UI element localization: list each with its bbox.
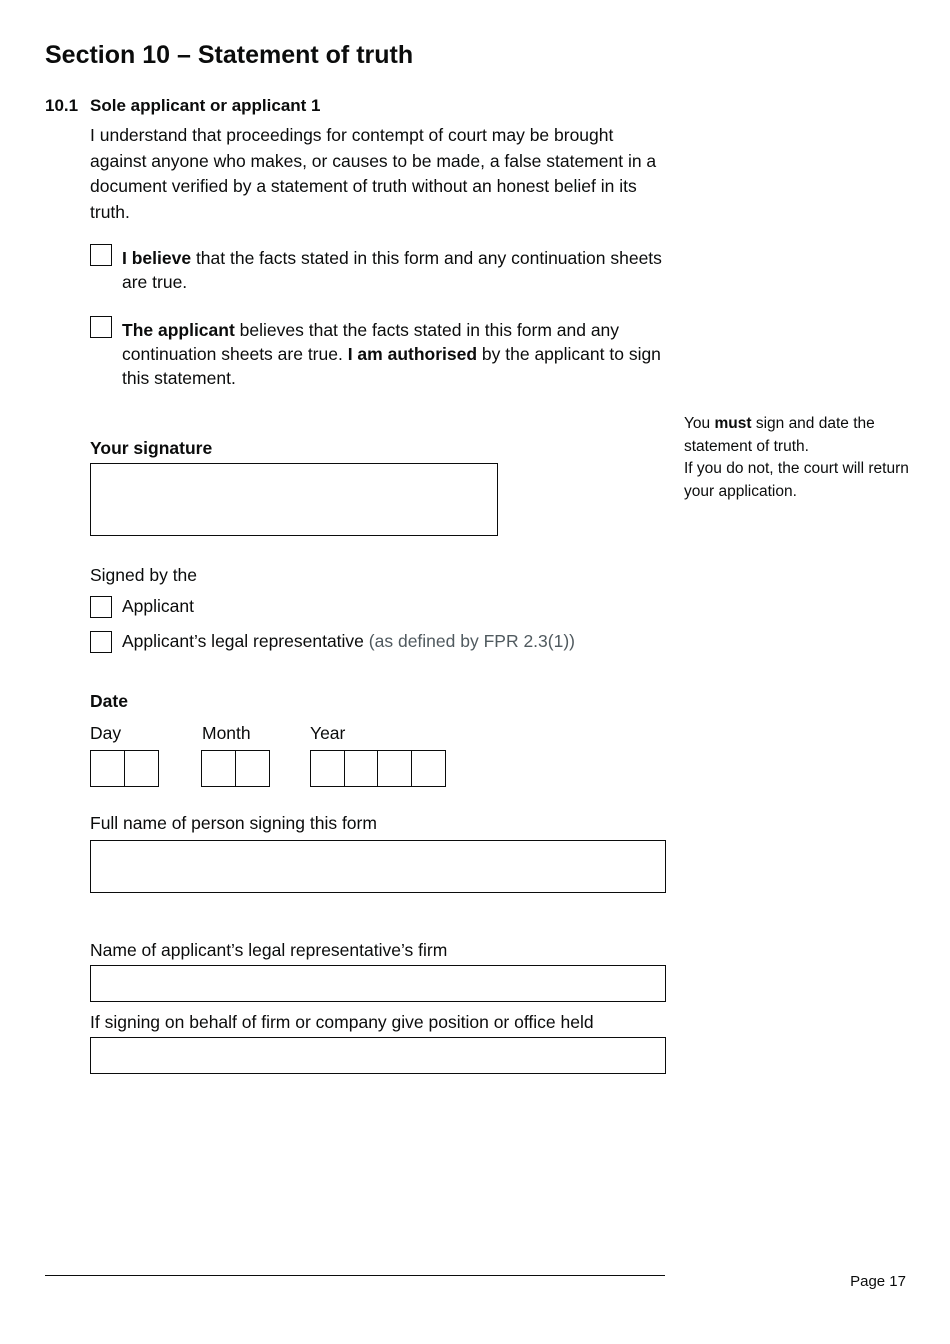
firm-name-field[interactable] [90,965,666,1002]
month-digit-1[interactable] [202,751,236,786]
question-title: Sole applicant or applicant 1 [90,96,321,115]
note-prefix: You [684,415,715,432]
date-label: Date [90,691,128,711]
i-believe-option-text [122,246,667,294]
page-number: Page 17 [850,1273,906,1290]
authorised-bold: I am authorised [347,344,478,364]
representative-note: (as defined by FPR 2.3(1)) [368,631,575,651]
signing-side-note [684,413,924,503]
month-label: Month [202,723,251,743]
position-field[interactable] [90,1037,666,1074]
contempt-warning-text: I understand that proceedings for contempt of court may be brought against anyone who makes, or causes to be made, a false statement in a document verified by a statement of truth without an honest belief in its truth. [90,125,657,222]
applicant-believes-option-text [122,318,667,390]
note-text-2: If you do not, the court will return your application. [684,460,909,500]
position-label: If signing on behalf of firm or company give position or office held [90,1012,594,1032]
section-title: Section 10 – Statement of truth [45,41,414,69]
year-input[interactable] [310,750,446,787]
signed-by-label: Signed by the [90,565,198,585]
year-digit-2[interactable] [345,751,379,786]
signed-by-applicant-checkbox[interactable] [90,596,112,618]
day-label: Day [90,723,122,743]
applicant-bold: The applicant [122,320,235,340]
year-digit-4[interactable] [412,751,446,786]
authorised-text: by the applicant to sign this statement. [122,344,661,388]
day-digit-2[interactable] [125,751,159,786]
i-believe-rest: that the facts stated in this form and any continuation sheets are true. [122,248,662,292]
i-believe-checkbox[interactable] [90,244,112,266]
signature-box[interactable] [90,463,498,536]
month-input[interactable] [201,750,270,787]
year-digit-3[interactable] [378,751,412,786]
representative-text: Applicant’s legal representative [122,631,364,651]
applicant-believes-checkbox[interactable] [90,316,112,338]
year-label: Year [310,723,346,743]
day-input[interactable] [90,750,159,787]
signed-by-representative-checkbox[interactable] [90,631,112,653]
footer-divider [45,1275,665,1276]
question-number: 10.1 [45,96,79,115]
i-believe-bold: I believe [122,248,192,268]
full-name-label: Full name of person signing this form [90,813,377,833]
signed-by-applicant-label: Applicant [122,596,194,616]
day-digit-1[interactable] [91,751,125,786]
signed-by-representative-label [122,629,575,653]
month-digit-2[interactable] [236,751,270,786]
year-digit-1[interactable] [311,751,345,786]
note-must: must [714,415,752,432]
applicant-believes-text: believes that the facts stated in this form and any continuation sheets are true. [122,320,620,364]
firm-name-label: Name of applicant’s legal representative’s firm [90,940,448,960]
full-name-field[interactable] [90,840,666,893]
signature-label: Your signature [90,438,213,458]
note-text-1: sign and date the statement of truth. [684,415,875,455]
